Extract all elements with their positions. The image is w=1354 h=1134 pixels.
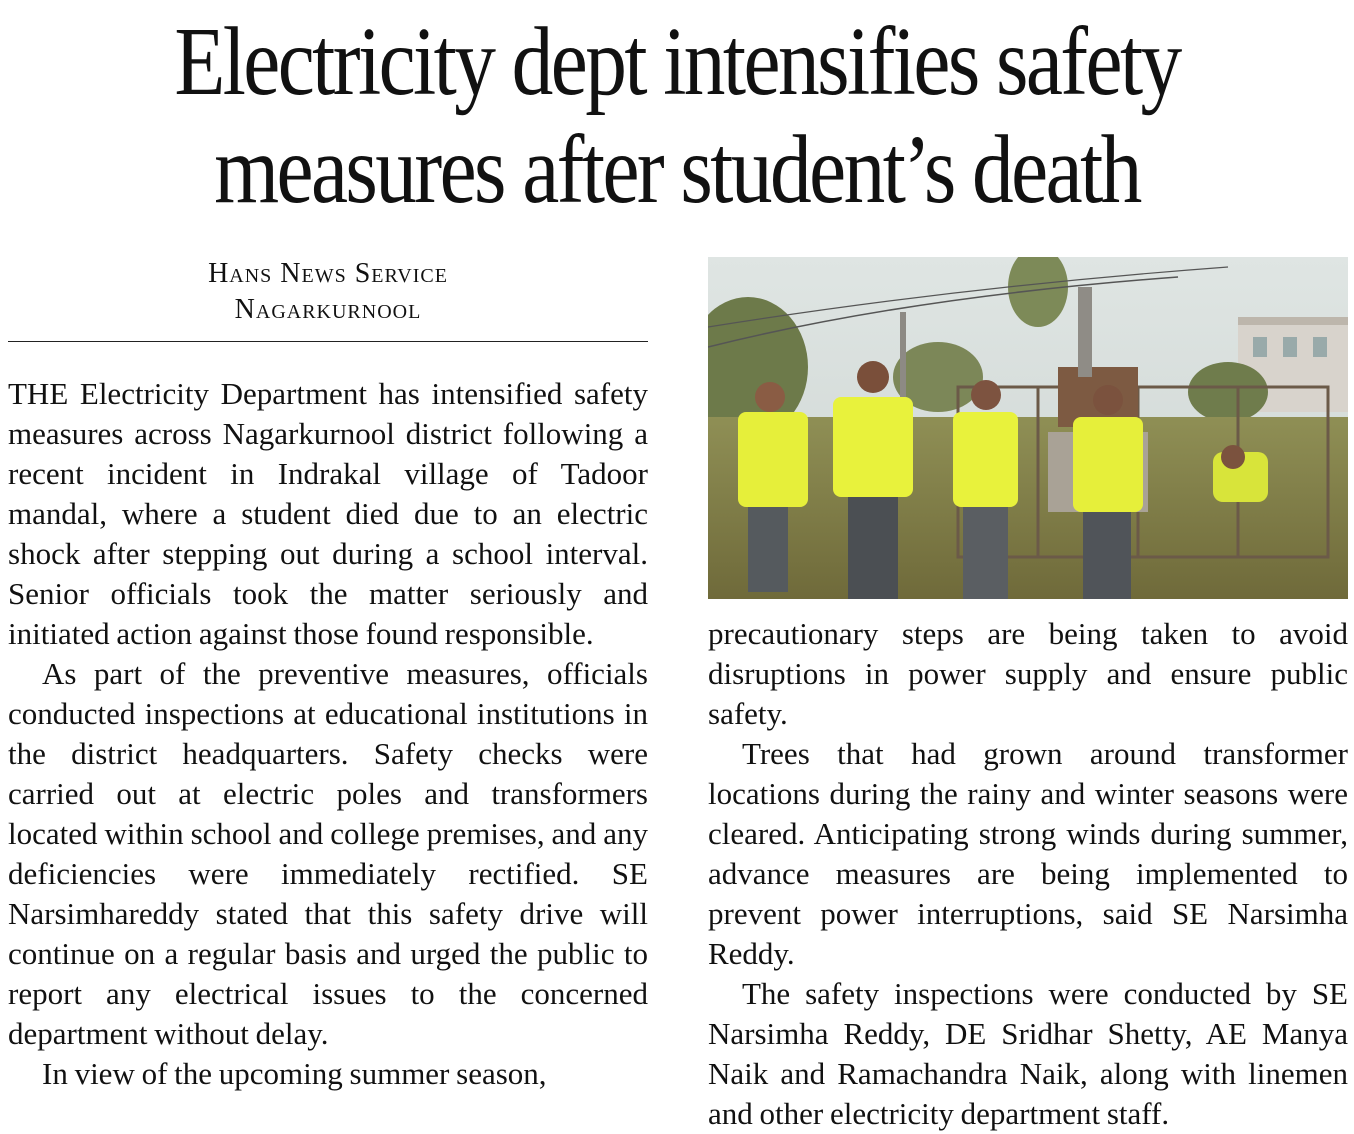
- inspection-photo-icon: [708, 257, 1348, 599]
- article-paragraph-5: Trees that had grown around transformer locations during the rainy and winter seasons were cleared. Anticipating strong winds during summer, advance measures are being implemented to prevent power interruptions, said SE Narsimha Reddy.: [708, 736, 1348, 971]
- inspection-photo: [708, 257, 1348, 599]
- article-paragraph-4: precautionary steps are being taken to avoid disruptions in power supply and ensure public safety.: [708, 616, 1348, 731]
- article-paragraph-6: The safety inspections were conducted by SE Narsimha Reddy, DE Sridhar Shetty, AE Manya Naik and Ramachandra Naik, along with linemen and other electricity department staff.: [708, 976, 1348, 1131]
- article-paragraph-1: THE Electricity Department has intensified safety measures across Nagarkurnool district following a recent incident in Indrakal village of Tadoor mandal, where a student died due to an electric shock after stepping out during a school interval. Senior officials took the matter seriously and initiated action against those found responsible.: [8, 376, 648, 651]
- byline-place: Nagarkurnool: [234, 294, 422, 325]
- article-paragraph-2: As part of the preventive measures, officials conducted inspections at educational institutions in the district headquarters. Safety checks were carried out at electric poles and transformers located within school and college premises, and any deficiencies were immediately rectified. SE Narsimhareddy stated that this safety drive will continue on a regular basis and urged the public to report any electrical issues to the concerned department without delay.: [8, 656, 648, 1051]
- headline-line-1: Electricity dept intensifies safety: [174, 8, 1180, 115]
- headline-line-2: measures after student’s death: [214, 116, 1140, 223]
- byline-agency: Hans News Service: [208, 258, 448, 289]
- article-column-right: [708, 614, 1348, 1134]
- byline-divider: [8, 341, 648, 342]
- headline: [95, 0, 1259, 224]
- article-paragraph-3: In view of the upcoming summer season,: [42, 1056, 547, 1091]
- byline: [8, 256, 648, 328]
- article-column-left: [8, 374, 648, 1094]
